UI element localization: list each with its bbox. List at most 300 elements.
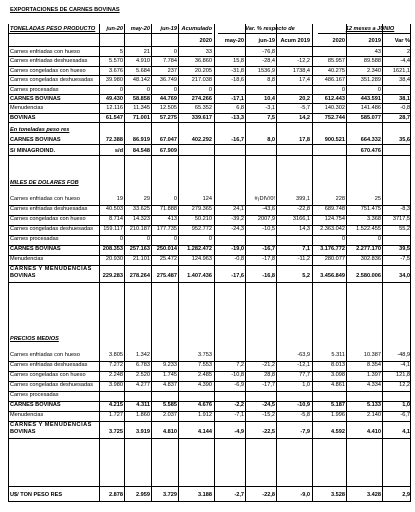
row-label: Carnes enfriadas deshuesadas (10, 362, 88, 368)
row-value: 17,4 (299, 77, 310, 84)
row-divider (8, 46, 410, 47)
row-value: 1.282.472 (187, 246, 212, 252)
row-value: -15,2 (262, 412, 275, 418)
row-value: 124 (202, 196, 212, 202)
row-value: 21.101 (132, 256, 150, 262)
row-divider (8, 75, 410, 76)
row-value: 612.443 (324, 96, 345, 102)
footer-label: U$/ TON PESO RES (10, 492, 63, 498)
row-value: 36.860 (194, 58, 212, 65)
row-value: 14,3 (299, 226, 310, 232)
row-value: 15,8 (233, 58, 244, 65)
row-value: 124.963 (191, 256, 212, 262)
col-header-jun20: jun-20 (106, 26, 123, 32)
row-value: 7,1 (302, 246, 310, 252)
row-label: Carnes congeladas deshuesadas (10, 77, 94, 84)
row-value: -0,8 (234, 256, 244, 262)
row-value: 752.744 (324, 114, 345, 121)
row-value: -31,8 (231, 67, 244, 74)
row-value: -3,1 (265, 105, 275, 112)
col-header-acum2019: Acum 2019 (280, 38, 310, 44)
row-value: 1738,4 (292, 67, 310, 74)
row-value: 274.266 (191, 96, 212, 102)
row-value: 585.077 (360, 114, 381, 121)
row-value: 2.580.006 (356, 273, 381, 279)
row-value: 72.388 (105, 137, 123, 143)
row-value: -12,2 (297, 58, 310, 65)
row-value: 35,6 (399, 137, 410, 143)
row-label: Carnes enfriadas con hueso (10, 352, 80, 358)
row-value: 3.725 (109, 429, 123, 435)
row-value: -4,1 (400, 362, 410, 368)
row-value: 8,0 (267, 137, 275, 143)
row-value: 228 (335, 196, 345, 202)
row-value: 7,2 (236, 362, 244, 368)
row-value: 10.387 (363, 352, 381, 358)
row-value: 4.390 (198, 382, 212, 388)
row-value: 36.749 (159, 77, 177, 84)
row-value: 40.503 (105, 206, 123, 212)
row-value: 14.323 (132, 216, 150, 222)
row-value: 11.345 (133, 105, 150, 112)
column-divider (178, 24, 179, 502)
row-value: 302.836 (360, 256, 381, 262)
row-value: 33 (205, 49, 212, 55)
row-value: 2.363.042 (320, 226, 345, 232)
row-value: 1.996 (331, 412, 345, 418)
row-value: 5.133 (367, 402, 381, 408)
row-value: -5,8 (300, 412, 310, 418)
row-value: 34,0 (399, 273, 410, 279)
row-value: 85.957 (327, 58, 345, 65)
row-value: 0 (119, 236, 123, 242)
row-value: 29 (143, 196, 150, 202)
row-divider (8, 66, 410, 67)
row-value: -0,8 (400, 105, 410, 112)
column-divider (151, 24, 152, 502)
row-value: 3.980 (109, 382, 123, 388)
footer-value: 2.959 (136, 492, 150, 498)
row-value: 3166,1 (292, 216, 310, 222)
row-value: 4.592 (331, 429, 345, 435)
section-title-precios: PRECIOS MEDIOS (10, 336, 59, 342)
row-divider (8, 113, 410, 114)
row-value: 0 (173, 196, 177, 202)
row-value: 8,8 (267, 77, 275, 84)
row-value: 664.332 (360, 137, 381, 143)
row-value: 3.919 (136, 429, 150, 435)
row-value: 159.117 (103, 226, 123, 232)
column-divider (410, 24, 411, 502)
row-value: 250.014 (156, 246, 177, 252)
row-label: Carnes enfriadas deshuesadas (10, 206, 88, 212)
row-value: 21 (143, 49, 150, 55)
row-value: 0 (146, 86, 150, 93)
row-value: 4.277 (136, 382, 150, 388)
row-value: 3.176.772 (320, 246, 345, 252)
row-value: 50.210 (194, 216, 212, 222)
row-value: 57.275 (159, 114, 177, 121)
row-value: 48.142 (132, 77, 150, 84)
row-value: 279.365 (191, 206, 212, 212)
row-value: 1.860 (136, 412, 150, 418)
row-value: 4.910 (136, 58, 150, 65)
row-value: -63,9 (297, 352, 310, 358)
footer-value: 3.729 (163, 492, 177, 498)
row-value: 38,4 (399, 77, 410, 84)
row-label: CARNES BOVINAS (10, 246, 61, 252)
row-divider (318, 33, 410, 34)
row-value: 2.520 (136, 372, 150, 378)
row-value: -19,0 (231, 246, 244, 252)
row-value: -16,7 (231, 137, 244, 143)
row-label: CARNES Y MENUDENCIAS (10, 266, 92, 272)
row-value: -7,9 (300, 429, 310, 435)
row-value: 257.163 (129, 246, 150, 252)
row-label-cont: BOVINAS (10, 273, 36, 279)
row-value: -18,6 (231, 77, 244, 84)
column-divider (8, 24, 9, 502)
row-value: 39,5 (399, 246, 410, 252)
page-title: EXPORTACIONES DE CARNES BOVINAS (10, 7, 120, 13)
row-value: 0 (208, 86, 212, 93)
row-value: 2.248 (109, 372, 123, 378)
row-value: 3.676 (109, 67, 123, 74)
row-value: 5,2 (302, 273, 310, 279)
row-value: 71.888 (159, 206, 177, 212)
row-value: 1.342 (136, 352, 150, 358)
row-value: 351.289 (360, 77, 381, 84)
row-value: 5.570 (109, 58, 123, 65)
row-value: 1621,1 (392, 67, 410, 74)
row-label: Carnes congeladas deshuesadas (10, 226, 94, 232)
row-value: 339.617 (191, 114, 212, 121)
row-value: 3.805 (109, 352, 123, 358)
row-value: 86.919 (132, 137, 150, 143)
row-value: 43 (374, 49, 381, 55)
row-value: 217.038 (191, 77, 212, 84)
row-value: 25 (374, 196, 381, 202)
row-value: 4.837 (163, 382, 177, 388)
row-value: 5.684 (136, 67, 150, 74)
row-value: 141.486 (360, 105, 381, 112)
row-label: Carnes enfriadas deshuesadas (10, 58, 88, 65)
unit-label: TONELADAS PESO PRODUCTO (10, 26, 96, 32)
row-value: 1.522.455 (356, 226, 381, 232)
row-value: -39,2 (231, 216, 244, 222)
row-value: 20.205 (194, 67, 212, 74)
row-value: -17,1 (231, 96, 244, 102)
row-value: 670.476 (360, 147, 381, 154)
row-value: -43,6 (262, 206, 275, 212)
row-value: 89.588 (363, 58, 381, 65)
row-value: 4,1 (402, 429, 410, 435)
row-value: -16,8 (262, 273, 275, 279)
footer-value: 2.878 (109, 492, 123, 498)
row-label: CARNES BOVINAS (10, 137, 61, 143)
row-value: 121,8 (396, 372, 410, 378)
row-value: 1.727 (109, 412, 123, 418)
row-value: 210.187 (129, 226, 150, 232)
column-divider (99, 24, 100, 502)
row-value: -4,4 (400, 58, 410, 65)
row-value: 6,8 (236, 105, 244, 112)
row-value: 8.714 (109, 216, 123, 222)
row-value: 443.591 (360, 96, 381, 102)
row-value: 8.354 (367, 362, 381, 368)
row-divider (8, 501, 410, 502)
row-value: 280.077 (324, 256, 345, 262)
footer-value: -2,7 (234, 492, 244, 498)
row-value: -2,2 (234, 402, 244, 408)
col-group-12meses: 12 meses a JUNIO (345, 26, 395, 32)
row-value: 39.980 (105, 77, 123, 84)
row-value: -7,5 (400, 256, 410, 262)
col-header-may20: may-20 (130, 26, 150, 32)
row-value: 4.861 (331, 382, 345, 388)
row-value: -17,7 (262, 382, 275, 388)
row-value: 28,7 (399, 114, 410, 121)
row-label: Carnes congeladas deshuesadas (10, 382, 94, 388)
row-value: 67.909 (159, 147, 177, 154)
col-header-varpct: Var % (394, 38, 410, 44)
row-value: 10,4 (264, 96, 275, 102)
row-value: 0 (377, 86, 381, 93)
row-divider (8, 56, 410, 57)
row-value: 4.334 (367, 382, 381, 388)
section-title-fob: MILES DE DÓLARES FOB (10, 180, 79, 186)
row-value: 8.013 (331, 362, 345, 368)
row-value: 12,2 (399, 382, 410, 388)
row-divider (218, 33, 310, 34)
row-value: 3.753 (198, 352, 212, 358)
row-value: 2.140 (367, 412, 381, 418)
row-value: 44.769 (159, 96, 177, 102)
row-value: 7.272 (109, 362, 123, 368)
column-divider (124, 24, 125, 502)
row-label-cont: BOVINAS (10, 429, 36, 435)
row-value: 2 (406, 49, 410, 55)
row-value: -22,8 (297, 206, 310, 212)
row-value: 0 (377, 236, 381, 242)
row-value: -16,7 (262, 246, 275, 252)
row-divider (8, 144, 410, 145)
row-value: #¡DIV/0! (254, 196, 275, 202)
row-value: 413 (167, 216, 177, 222)
row-value: -10,5 (262, 226, 275, 232)
sub-header: En toneladas peso res (10, 127, 70, 133)
row-value: 20,2 (299, 96, 310, 102)
row-value: 140.302 (324, 105, 345, 112)
row-label: S/ MINAGROIND. (10, 147, 56, 154)
row-value: 12.505 (159, 105, 177, 112)
row-value: 900.521 (324, 137, 345, 143)
row-label: Menudencias (10, 105, 44, 112)
row-value: 2.340 (367, 67, 381, 74)
col-header-12m-2020: 2020 (332, 38, 345, 44)
row-value: 65.352 (194, 105, 212, 112)
column-divider (276, 24, 277, 502)
row-divider (8, 438, 410, 439)
row-value: 229.283 (102, 273, 123, 279)
row-divider (8, 155, 410, 156)
col-group-var: Var. % respecto de (245, 26, 295, 32)
row-value: -76,8 (262, 49, 275, 55)
col-header-var-may20: may-20 (224, 38, 244, 44)
row-value: -17,6 (231, 273, 244, 279)
row-divider (8, 103, 410, 104)
row-value: 84.548 (132, 147, 150, 154)
row-value: s/d (114, 147, 123, 154)
row-value: -28,4 (262, 58, 275, 65)
row-label: Carnes congeladas con hueso (10, 67, 86, 74)
row-value: 689.748 (324, 206, 345, 212)
row-value: 33.625 (132, 206, 150, 212)
row-value: 1536,9 (257, 67, 275, 74)
row-value: 3.368 (367, 216, 381, 222)
row-label: Menudencias (10, 256, 44, 262)
row-value: -7,1 (234, 412, 244, 418)
footer-value: -22,8 (262, 492, 275, 498)
row-value: 0 (341, 86, 345, 93)
row-value: 0 (173, 49, 177, 55)
row-value: 1.397 (367, 372, 381, 378)
row-value: 5.187 (331, 402, 345, 408)
row-value: 7.784 (163, 58, 177, 65)
row-value: 28,8 (264, 372, 275, 378)
row-value: -10,8 (231, 372, 244, 378)
column-divider (382, 24, 383, 502)
row-value: 77,7 (299, 372, 310, 378)
row-label: Carnes procesadas (10, 236, 59, 242)
row-divider (8, 85, 410, 86)
row-value: 3717,5 (392, 216, 410, 222)
row-value: 14,2 (299, 114, 310, 121)
row-value: -17,8 (262, 256, 275, 262)
row-label: Menudencias (10, 412, 44, 418)
row-value: 1,0 (302, 382, 310, 388)
col-header-jun19: jun-19 (160, 26, 177, 32)
row-value: 38,1 (399, 96, 410, 102)
row-value: 58.858 (132, 96, 150, 102)
row-value: 1.745 (163, 372, 177, 378)
row-label: Carnes enfriadas con hueso (10, 196, 80, 202)
row-value: -48,9 (397, 352, 410, 358)
row-label: Carnes enfriadas con hueso (10, 49, 80, 55)
row-label: CARNES Y MENUDENCIAS (10, 422, 92, 428)
footer-value: 3.428 (367, 492, 381, 498)
row-divider (8, 122, 410, 123)
row-value: -24,5 (262, 402, 275, 408)
row-divider (8, 33, 212, 34)
row-value: 208.353 (102, 246, 123, 252)
row-value: -6,7 (400, 412, 410, 418)
row-value: 55,2 (399, 226, 410, 232)
row-value: 40.275 (327, 67, 345, 74)
row-value: 1.912 (198, 412, 212, 418)
row-value: 2.277.170 (356, 246, 381, 252)
row-value: 12.116 (106, 105, 123, 112)
row-value: 2007,9 (257, 216, 275, 222)
row-value: 0 (208, 236, 212, 242)
column-divider (312, 24, 313, 502)
row-value: 5.311 (331, 352, 345, 358)
row-label: Carnes congeladas con hueso (10, 216, 86, 222)
row-value: 0 (341, 236, 345, 242)
row-value: 124.754 (324, 216, 345, 222)
row-value: 0 (173, 86, 177, 93)
row-label: CARNES BOVINAS (10, 96, 61, 102)
row-value: 177.735 (156, 226, 177, 232)
row-value: -11,2 (297, 256, 310, 262)
row-value: 7,5 (267, 114, 275, 121)
row-label: CARNES BOVINAS (10, 402, 61, 408)
row-value: -5,7 (300, 105, 310, 112)
row-value: -24,3 (231, 226, 244, 232)
row-value: 61.547 (105, 114, 123, 121)
row-value: 4.810 (163, 429, 177, 435)
row-value: 5 (119, 49, 123, 55)
row-label: Carnes congeladas con hueso (10, 372, 86, 378)
row-value: -6,9 (234, 382, 244, 388)
row-value: 278.264 (129, 273, 150, 279)
footer-value: 2,9 (402, 492, 410, 498)
row-value: 4.215 (109, 402, 123, 408)
row-value: 9.233 (163, 362, 177, 368)
row-value: 2.485 (198, 372, 212, 378)
row-value: 751.475 (360, 206, 381, 212)
row-divider (8, 94, 410, 95)
row-divider (8, 282, 410, 283)
row-value: -12,1 (297, 362, 310, 368)
row-value: 952.772 (191, 226, 212, 232)
col-header-2020: 2020 (199, 38, 212, 44)
column-divider (245, 24, 246, 502)
row-value: 5.585 (163, 402, 177, 408)
row-value: 6.783 (136, 362, 150, 368)
row-value: 4.410 (367, 429, 381, 435)
row-label: Carnes procesadas (10, 392, 59, 398)
row-label: BOVINAS (10, 114, 36, 121)
row-value: -4,9 (234, 429, 244, 435)
footer-value: 3.188 (198, 492, 212, 498)
row-value: 399,1 (296, 196, 310, 202)
row-value: 402.292 (191, 137, 212, 143)
row-value: 0 (119, 86, 123, 93)
row-value: 71.001 (132, 114, 150, 121)
row-value: 2.037 (163, 412, 177, 418)
row-value: -21,2 (262, 362, 275, 368)
row-value: 19 (116, 196, 123, 202)
row-value: 4.311 (136, 402, 150, 408)
row-label: Carnes procesadas (10, 86, 59, 93)
row-value: 67.047 (159, 137, 177, 143)
row-value: 17,8 (299, 137, 310, 143)
row-value: 1.407.436 (187, 273, 212, 279)
row-value: 3.098 (331, 372, 345, 378)
column-divider (214, 24, 215, 502)
row-value: -13,3 (231, 114, 244, 121)
row-value: 25.472 (159, 256, 177, 262)
row-value: -10,9 (297, 402, 310, 408)
col-header-acumulado: Acumulado (181, 26, 212, 32)
row-value: -8,3 (400, 206, 410, 212)
row-value: 7.553 (198, 362, 212, 368)
row-value: 24,1 (233, 206, 244, 212)
row-value: 275.487 (156, 273, 177, 279)
column-divider (346, 24, 347, 502)
row-value: 20.930 (105, 256, 123, 262)
